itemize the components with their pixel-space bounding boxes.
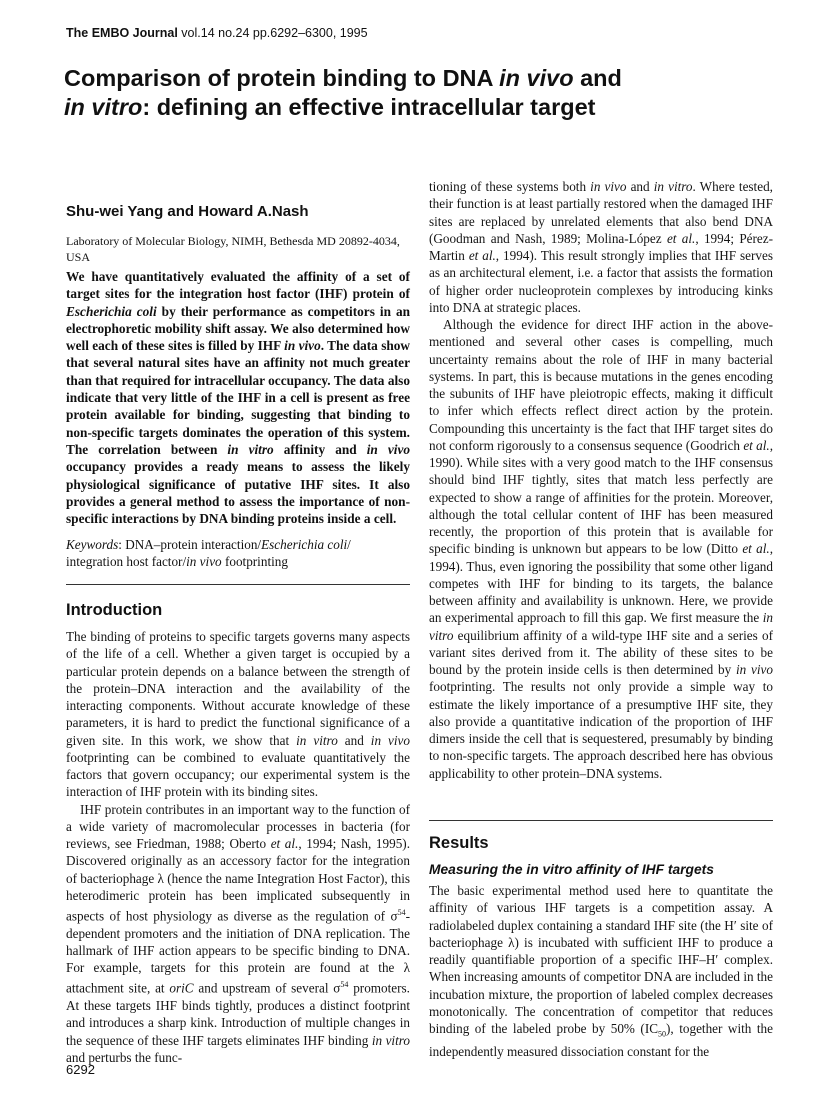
section-divider	[66, 584, 410, 585]
results-heading: Results	[429, 834, 489, 852]
abstract: We have quantitatively evaluated the affinity of a set of target sites for the integration host factor (IHF) protein of Escherichia coli by their performance as competitors in an electrophoretic mobility shift assay. We also determined how well each of these sites is filled by IHF in vivo. The data show that several natural sites have an affinity not much greater than that required for intracellular occupancy. The data also indicate that very little of the IHF in a cell is present as free protein available for binding, suggesting that binding to non-specific targets dominates the operation of this system. The correlation between in vitro affinity and in vivo occupancy provides a ready means to assess the likely physiological significance of putative IHF sites. It also provides a general method to assess the importance of non-specific interactions by DNA binding proteins inside a cell.	[66, 269, 411, 527]
paragraph: The binding of proteins to specific targets governs many aspects of the life of a cell. Whether a given target is occupied by a particular protein depends on a balance between the strength of the protein–DNA interaction and the availability of the interacting components. Without accurate knowledge of these parameters, it is hard to predict the functional significance of a given site. In this work, we show that in vitro and in vivo footprinting can be combined to evaluate quantitatively the factors that govern occupancy; our experimental system is the interaction of IHF protein with its binding sites.	[66, 629, 410, 800]
title-italic: in vitro	[64, 94, 143, 120]
keywords: Keywords: DNA–protein interaction/Escherichia coli/ integration host factor/in vivo footprinting	[66, 537, 351, 570]
results-body	[429, 882, 773, 1060]
journal-header	[66, 26, 666, 40]
journal-details: vol.14 no.24 pp.6292–6300, 1995	[177, 26, 368, 40]
title-italic: in vivo	[499, 65, 574, 91]
authors: Shu-wei Yang and Howard A.Nash	[66, 203, 309, 220]
introduction-heading: Introduction	[66, 601, 163, 619]
results-subheading: Measuring the in vitro affinity of IHF targets	[429, 862, 714, 877]
article-title	[64, 64, 754, 122]
affiliation: Laboratory of Molecular Biology, NIMH, Bethesda MD 20892-4034, USA	[66, 234, 400, 264]
title-text: and	[573, 65, 622, 91]
introduction-body	[66, 628, 410, 1066]
paragraph: tioning of these systems both in vivo and in vitro. Where tested, their function is at least partially restored when the damaged IHF sites are replaced by unrelated elements that also bend DNA (Goodman and Nash, 1989; Molina-López et al., 1994; Pérez-Martin et al., 1994). This result strongly implies that IHF serves as an architectural element, i.e. a factor that assists the formation of higher order nucleoprotein complexes by introducing kinks into DNA at strategic places.	[429, 179, 774, 315]
journal-name: The EMBO Journal	[66, 26, 178, 40]
paragraph: Although the evidence for direct IHF action in the above-mentioned and several other cases is compelling, much uncertainty remains about the role of IHF in many bacterial systems. In part, this is because mutations in the genes encoding the subunits of IHF have pleiotropic effects, making it difficult to infer which effects reflect direct action by the protein. Compounding this uncertainty is the fact that IHF target sites do not conform rigorously to a consensus sequence (Goodrich et al., 1990). While sites with a very good match to the IHF consensus should bind IHF tightly, sites that match less perfectly are expected to show a range of affinities for the protein. Moreover, although the total cellular content of IHF has been measured recently, the proportion of this protein that is available for specific binding is unknown but appears to be low (Ditto et al., 1994). Thus, even ignoring the possibility that some other ligand competes with IHF for binding to its targets, the balance between affinity and availability is unknown. Here, we provide an experimental approach to fill this gap. We first measure the in vitro equilibrium affinity of a wild-type IHF site and a series of variant sites derived from it. The ability of these sites to be bound by the protein inside cells is then determined by in vivo footprinting. The results not only provide a simple way to estimate the likely importance of a presumptive IHF site, they also provide a quantitative indication of the proportion of IHF dimers inside the cell that is sequestered, presumably by binding to non-specific targets. The approach described here has obvious applicability to other protein–DNA systems.	[429, 317, 773, 781]
title-text: : defining an effective intracellular target	[142, 94, 596, 120]
paragraph: The basic experimental method used here to quantitate the affinity of various IHF targets is a competition assay. A radiolabeled duplex containing a standard IHF site (the H′ site of bacteriophage λ) is incubated with sufficient IHF to produce a readily quantifiable proportion of a specific IHF–H′ complex. When increasing amounts of competitor DNA are included in the incubation mixture, the proportion of labeled complex decreases monotonically. The concentration of competitor that reduces binding of the labeled probe by 50% $(IC_{50})$, together with the independently measured dissociation constant for the	[429, 883, 774, 1059]
section-divider	[429, 820, 773, 821]
right-column-body	[429, 178, 773, 782]
page-number: 6292	[66, 1062, 95, 1077]
title-text: Comparison of protein binding to DNA	[64, 65, 500, 91]
paragraph: IHF protein contributes in an important way to the function of a wide variety of macromolecular processes in bacteria (for reviews, see Friedman, 1988; Oberto et al., 1994; Nash, 1995). Discovered originally as an accessory factor for the integration of bacteriophage λ (hence the name Integration Host Factor), this heterodimeric protein has been implicated subsequently in aspects of host physiology as diverse as the regulation of $\sigma^{54}$-dependent promoters and the initiation of DNA replication. The hallmark of IHF action appears to be specific binding to DNA. For example, targets for this protein are found at the λ attachment site, at oriC and upstream of several $\sigma^{54}$ promoters. At these targets IHF binds tightly, produces a distinct footprint and introduces a sharp kink. Introduction of multiple changes in the sequence of these IHF targets eliminates IHF binding in vitro and perturbs the func-	[66, 801, 411, 1065]
